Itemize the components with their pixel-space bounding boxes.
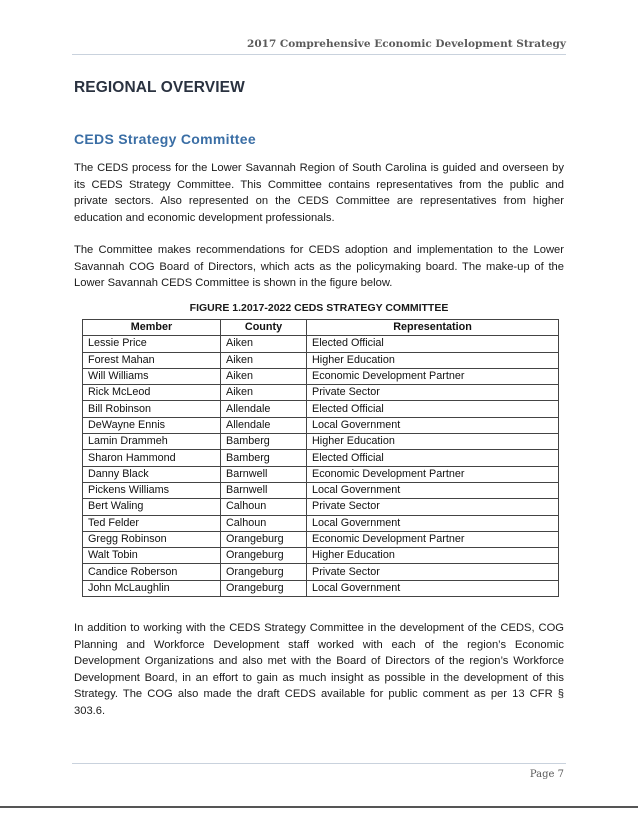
member-cell: Candice Roberson	[83, 564, 221, 580]
county-cell: Allendale	[221, 401, 307, 417]
county-cell: Aiken	[221, 336, 307, 352]
member-cell: Lessie Price	[83, 336, 221, 352]
representation-cell: Local Government	[307, 580, 559, 596]
table-row	[83, 434, 559, 450]
county-cell: Aiken	[221, 368, 307, 384]
county-cell: Aiken	[221, 352, 307, 368]
representation-cell: Higher Education	[307, 352, 559, 368]
header-divider	[72, 54, 566, 55]
table-row	[83, 417, 559, 433]
representation-cell: Economic Development Partner	[307, 466, 559, 482]
member-cell: Walt Tobin	[83, 548, 221, 564]
representation-cell: Economic Development Partner	[307, 531, 559, 547]
member-cell: Bill Robinson	[83, 401, 221, 417]
member-cell: John McLaughlin	[83, 580, 221, 596]
page-bottom-edge	[0, 806, 638, 808]
county-cell: Orangeburg	[221, 531, 307, 547]
table-row	[83, 450, 559, 466]
table-row	[83, 548, 559, 564]
county-cell: Orangeburg	[221, 580, 307, 596]
representation-cell: Local Government	[307, 482, 559, 498]
page-number: Page 7	[529, 769, 564, 780]
table-row	[83, 385, 559, 401]
representation-cell: Local Government	[307, 515, 559, 531]
table-row	[83, 499, 559, 515]
county-cell: Bamberg	[221, 434, 307, 450]
county-cell: Calhoun	[221, 515, 307, 531]
section-title: REGIONAL OVERVIEW	[74, 79, 245, 96]
table-body	[83, 336, 559, 597]
column-header-county: County	[221, 320, 307, 336]
subsection-title: CEDS Strategy Committee	[74, 131, 256, 147]
representation-cell: Private Sector	[307, 564, 559, 580]
table-row	[83, 515, 559, 531]
representation-cell: Local Government	[307, 417, 559, 433]
table-row	[83, 336, 559, 352]
representation-cell: Elected Official	[307, 336, 559, 352]
column-header-member: Member	[83, 320, 221, 336]
representation-cell: Private Sector	[307, 499, 559, 515]
county-cell: Barnwell	[221, 466, 307, 482]
table-row	[83, 466, 559, 482]
county-cell: Orangeburg	[221, 548, 307, 564]
representation-cell: Higher Education	[307, 434, 559, 450]
table-row	[83, 531, 559, 547]
running-header: 2017 Comprehensive Economic Development Strategy	[247, 38, 566, 50]
member-cell: Will Williams	[83, 368, 221, 384]
representation-cell: Economic Development Partner	[307, 368, 559, 384]
footer-divider	[72, 763, 566, 764]
table-row	[83, 580, 559, 596]
table-header-row	[83, 320, 559, 336]
county-cell: Aiken	[221, 385, 307, 401]
member-cell: Bert Waling	[83, 499, 221, 515]
representation-cell: Private Sector	[307, 385, 559, 401]
member-cell: Danny Black	[83, 466, 221, 482]
county-cell: Orangeburg	[221, 564, 307, 580]
column-header-representation: Representation	[307, 320, 559, 336]
member-cell: Ted Felder	[83, 515, 221, 531]
member-cell: Forest Mahan	[83, 352, 221, 368]
member-cell: DeWayne Ennis	[83, 417, 221, 433]
committee-table	[82, 319, 559, 597]
member-cell: Pickens Williams	[83, 482, 221, 498]
county-cell: Barnwell	[221, 482, 307, 498]
table-row	[83, 401, 559, 417]
member-cell: Sharon Hammond	[83, 450, 221, 466]
table-row	[83, 352, 559, 368]
representation-cell: Higher Education	[307, 548, 559, 564]
member-cell: Gregg Robinson	[83, 531, 221, 547]
county-cell: Bamberg	[221, 450, 307, 466]
table-row	[83, 564, 559, 580]
member-cell: Rick McLeod	[83, 385, 221, 401]
closing-paragraph: In addition to working with the CEDS Strategy Committee in the development of the CEDS, COG Planning and Workforce Development staff worked with each of the region’s Economic Development Organizations and also met with the Board of Directors of the region’s Workforce Development Board, in an effort to gain as much insight as possible in the development of this Strategy. The COG also made the draft CEDS available for public comment as per 13 CFR § 303.6.	[74, 622, 564, 717]
member-cell: Lamin Drammeh	[83, 434, 221, 450]
table-row	[83, 368, 559, 384]
representation-cell: Elected Official	[307, 450, 559, 466]
table-row	[83, 482, 559, 498]
intro-paragraph: The CEDS process for the Lower Savannah Region of South Carolina is guided and overseen by its CEDS Strategy Committee. This Committee contains representatives from the public and private sectors. Also represented on the CEDS Committee are representatives from higher education and economic development professionals.	[74, 162, 564, 224]
representation-cell: Elected Official	[307, 401, 559, 417]
committee-paragraph: The Committee makes recommendations for CEDS adoption and implementation to the Lower Savannah COG Board of Directors, which acts as the policymaking board. The make-up of the Lower Savannah CEDS Committee is shown in the figure below.	[74, 244, 564, 290]
figure-caption: FIGURE 1.2017-2022 CEDS STRATEGY COMMITTEE	[189, 302, 449, 314]
county-cell: Allendale	[221, 417, 307, 433]
county-cell: Calhoun	[221, 499, 307, 515]
